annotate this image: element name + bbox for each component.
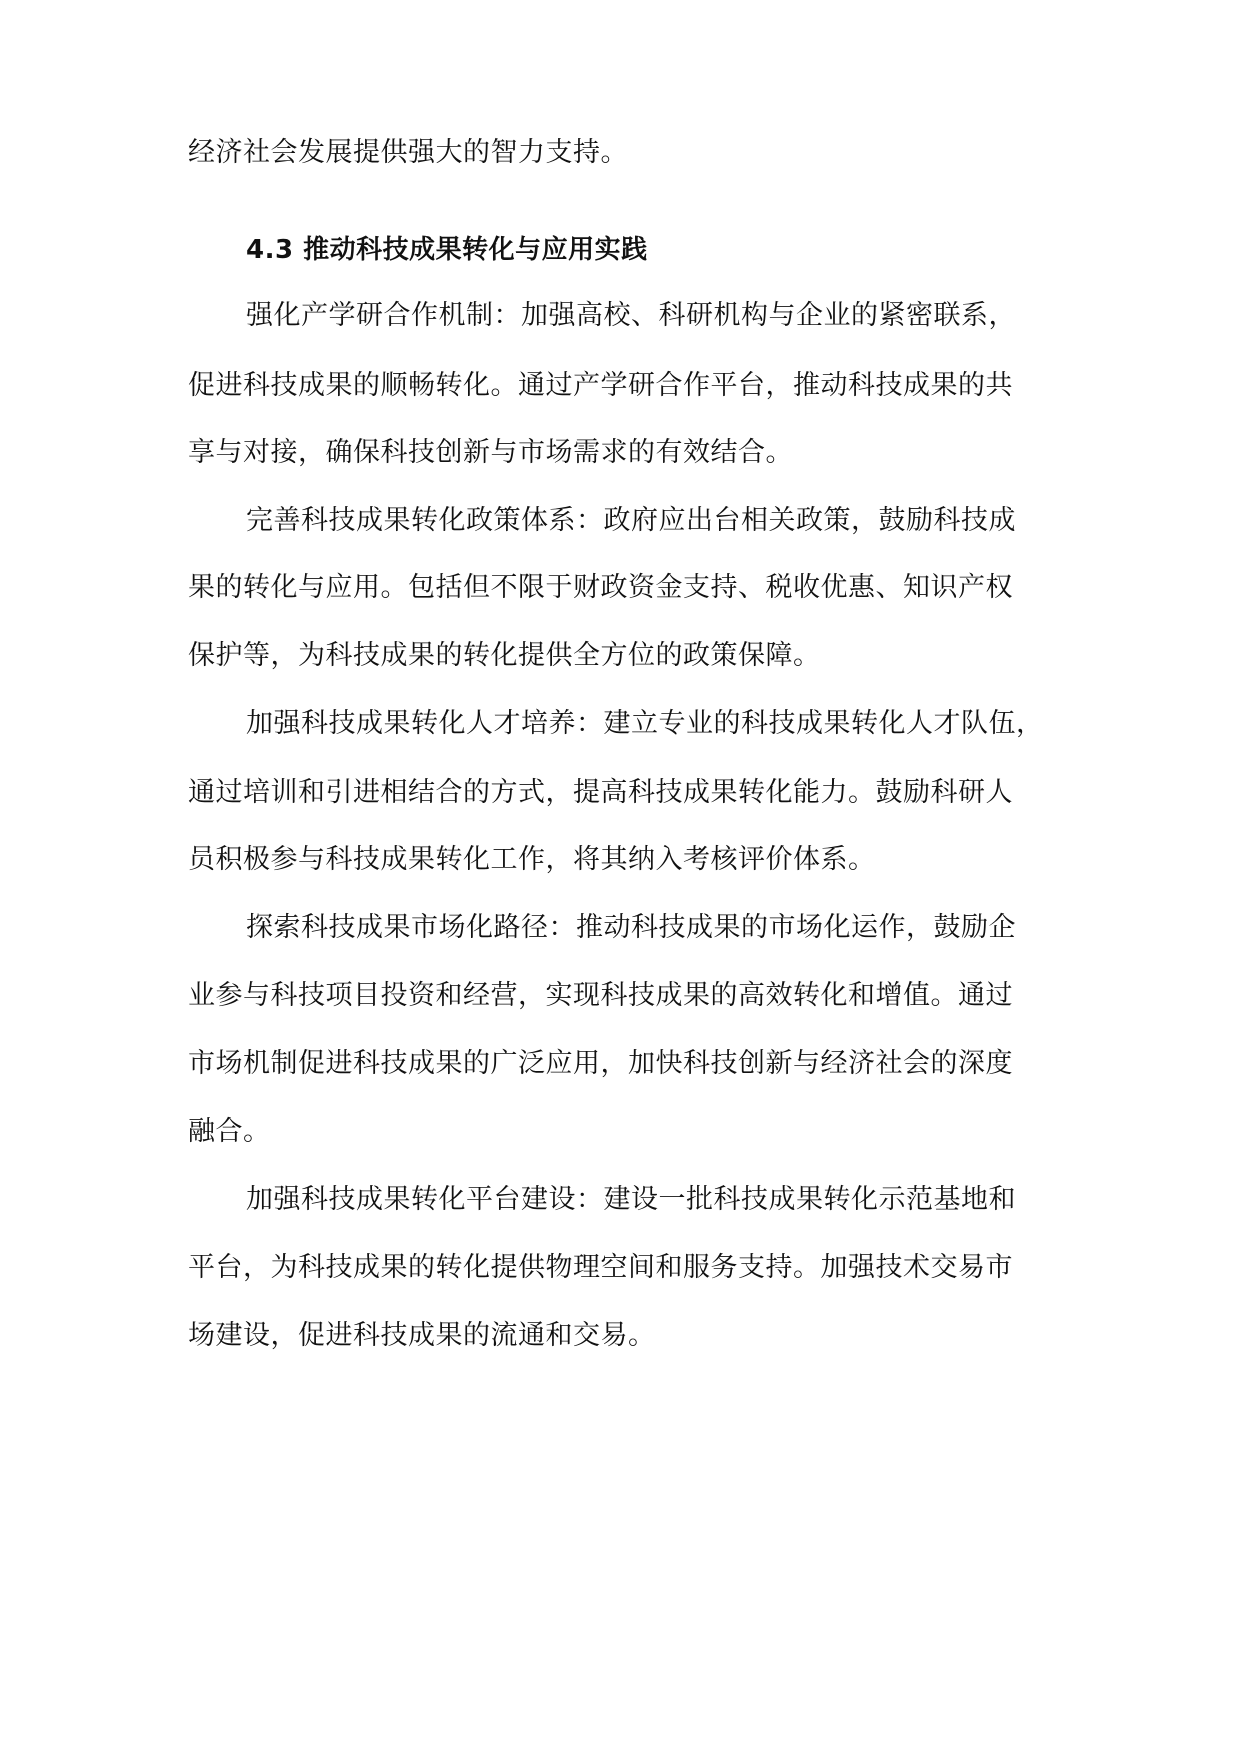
paragraph-2-line-2: 果的转化与应用。包括但不限于财政资金支持、税收优惠、知识产权 (188, 572, 1013, 603)
paragraph-3-line-3: 员积极参与科技成果转化工作，将其纳入考核评价体系。 (188, 844, 876, 875)
paragraph-4-line-3: 市场机制促进科技成果的广泛应用，加快科技创新与经济社会的深度 (188, 1048, 1013, 1079)
paragraph-1-line-2: 促进科技成果的顺畅转化。通过产学研合作平台，推动科技成果的共 (188, 370, 1013, 401)
paragraph-1-line-1: 强化产学研合作机制：加强高校、科研机构与企业的紧密联系， (246, 300, 1016, 331)
paragraph-4-line-1: 探索科技成果市场化路径：推动科技成果的市场化运作，鼓励企 (246, 912, 1016, 943)
section-heading: 4.3 推动科技成果转化与应用实践 (246, 235, 648, 265)
paragraph-4-line-2: 业参与科技项目投资和经营，实现科技成果的高效转化和增值。通过 (188, 980, 1013, 1011)
paragraph-3-line-1: 加强科技成果转化人才培养：建立专业的科技成果转化人才队伍， (246, 708, 1044, 739)
paragraph-5-line-2: 平台，为科技成果的转化提供物理空间和服务支持。加强技术交易市 (188, 1252, 1013, 1283)
paragraph-1-line-3: 享与对接，确保科技创新与市场需求的有效结合。 (188, 437, 793, 468)
paragraph-4-line-4: 融合。 (188, 1116, 271, 1147)
paragraph-5-line-1: 加强科技成果转化平台建设：建设一批科技成果转化示范基地和 (246, 1184, 1016, 1215)
paragraph-2-line-3: 保护等，为科技成果的转化提供全方位的政策保障。 (188, 640, 821, 671)
paragraph-5-line-3: 场建设，促进科技成果的流通和交易。 (188, 1320, 656, 1351)
paragraph-3-line-2: 通过培训和引进相结合的方式，提高科技成果转化能力。鼓励科研人 (188, 777, 1013, 808)
paragraph-2-line-1: 完善科技成果转化政策体系：政府应出台相关政策，鼓励科技成 (246, 505, 1016, 536)
intro-tail-line: 经济社会发展提供强大的智力支持。 (188, 137, 628, 168)
